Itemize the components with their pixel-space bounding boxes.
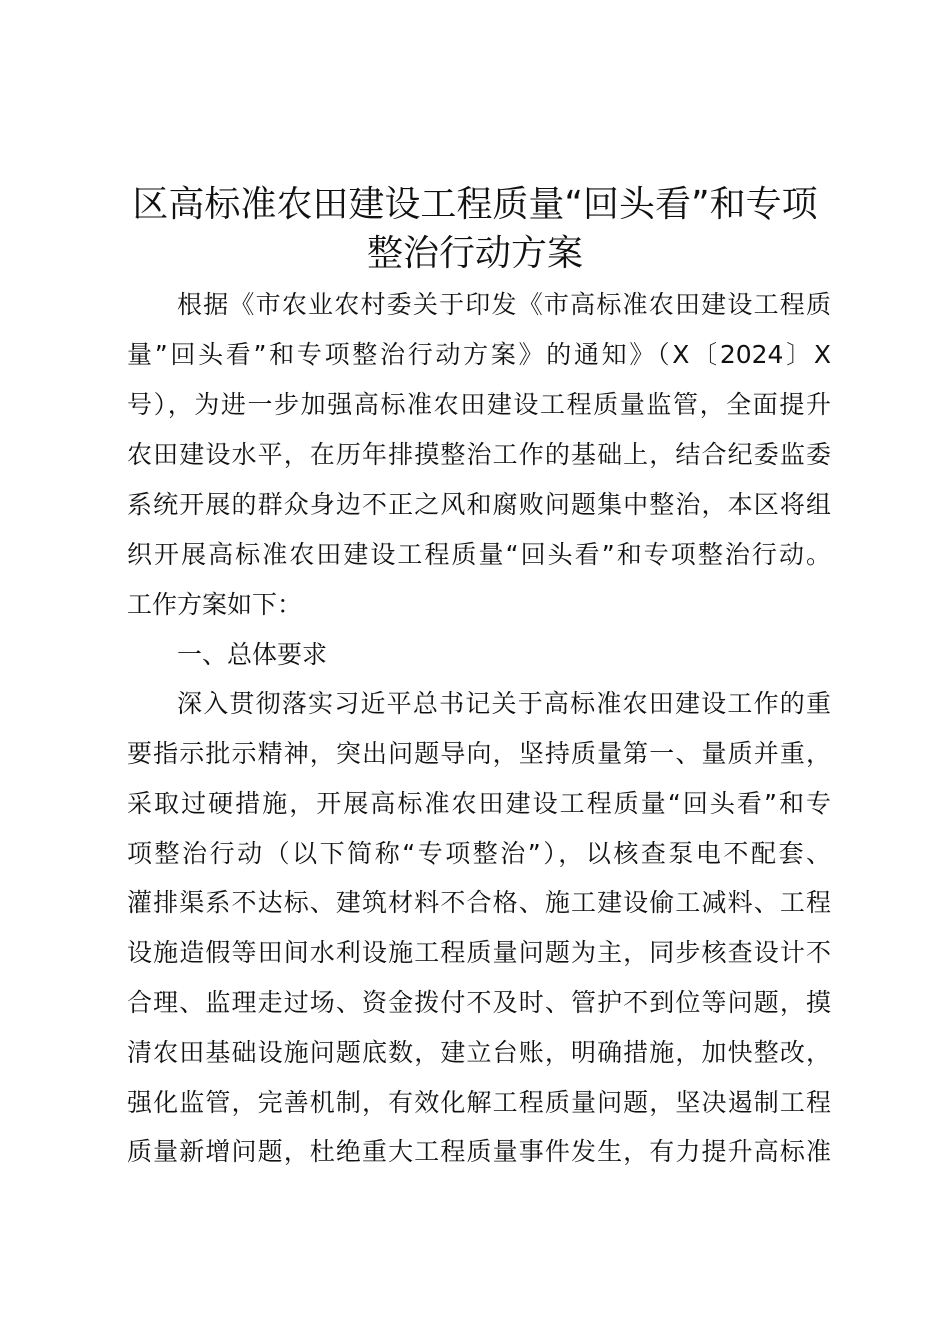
section-heading: 一、总体要求 (177, 640, 328, 669)
paragraph-line: 量”回头看”和专项整治行动方案》的通知》（X〔2024〕X (127, 340, 831, 369)
paragraph-line: 项整治行动（以下简称“专项整治”），以核查泵电不配套、 (127, 839, 831, 868)
paragraph-line: 系统开展的群众身边不正之风和腐败问题集中整治，本区将组 (127, 490, 831, 519)
paragraph-line: 工作方案如下： (127, 590, 303, 619)
document-title-line-1: 区高标准农田建设工程质量“回头看”和专项 (132, 184, 818, 225)
paragraph-line: 农田建设水平，在历年排摸整治工作的基础上，结合纪委监委 (127, 440, 831, 469)
paragraph-line: 织开展高标准农田建设工程质量“回头看”和专项整治行动。 (127, 540, 831, 569)
paragraph-line: 灌排渠系不达标、建筑材料不合格、施工建设偷工减料、工程 (127, 888, 831, 917)
paragraph-line: 合理、监理走过场、资金拨付不及时、管护不到位等问题，摸 (127, 988, 831, 1017)
paragraph-line: 强化监管，完善机制，有效化解工程质量问题，坚决遏制工程 (127, 1088, 831, 1117)
paragraph-line: 根据《市农业农村委关于印发《市高标准农田建设工程质 (177, 290, 831, 319)
paragraph-line: 号），为进一步加强高标准农田建设工程质量监管，全面提升 (127, 390, 831, 419)
paragraph-line: 采取过硬措施，开展高标准农田建设工程质量“回头看”和专 (127, 789, 831, 818)
paragraph-line: 质量新增问题，杜绝重大工程质量事件发生，有力提升高标准 (127, 1137, 831, 1166)
document-title-line-2: 整治行动方案 (366, 233, 583, 274)
paragraph-line: 设施造假等田间水利设施工程质量问题为主，同步核查设计不 (127, 938, 831, 967)
paragraph-line: 清农田基础设施问题底数，建立台账，明确措施，加快整改， (127, 1038, 831, 1067)
paragraph-line: 深入贯彻落实习近平总书记关于高标准农田建设工作的重 (177, 689, 831, 718)
paragraph-line: 要指示批示精神，突出问题导向，坚持质量第一、量质并重， (127, 739, 831, 768)
